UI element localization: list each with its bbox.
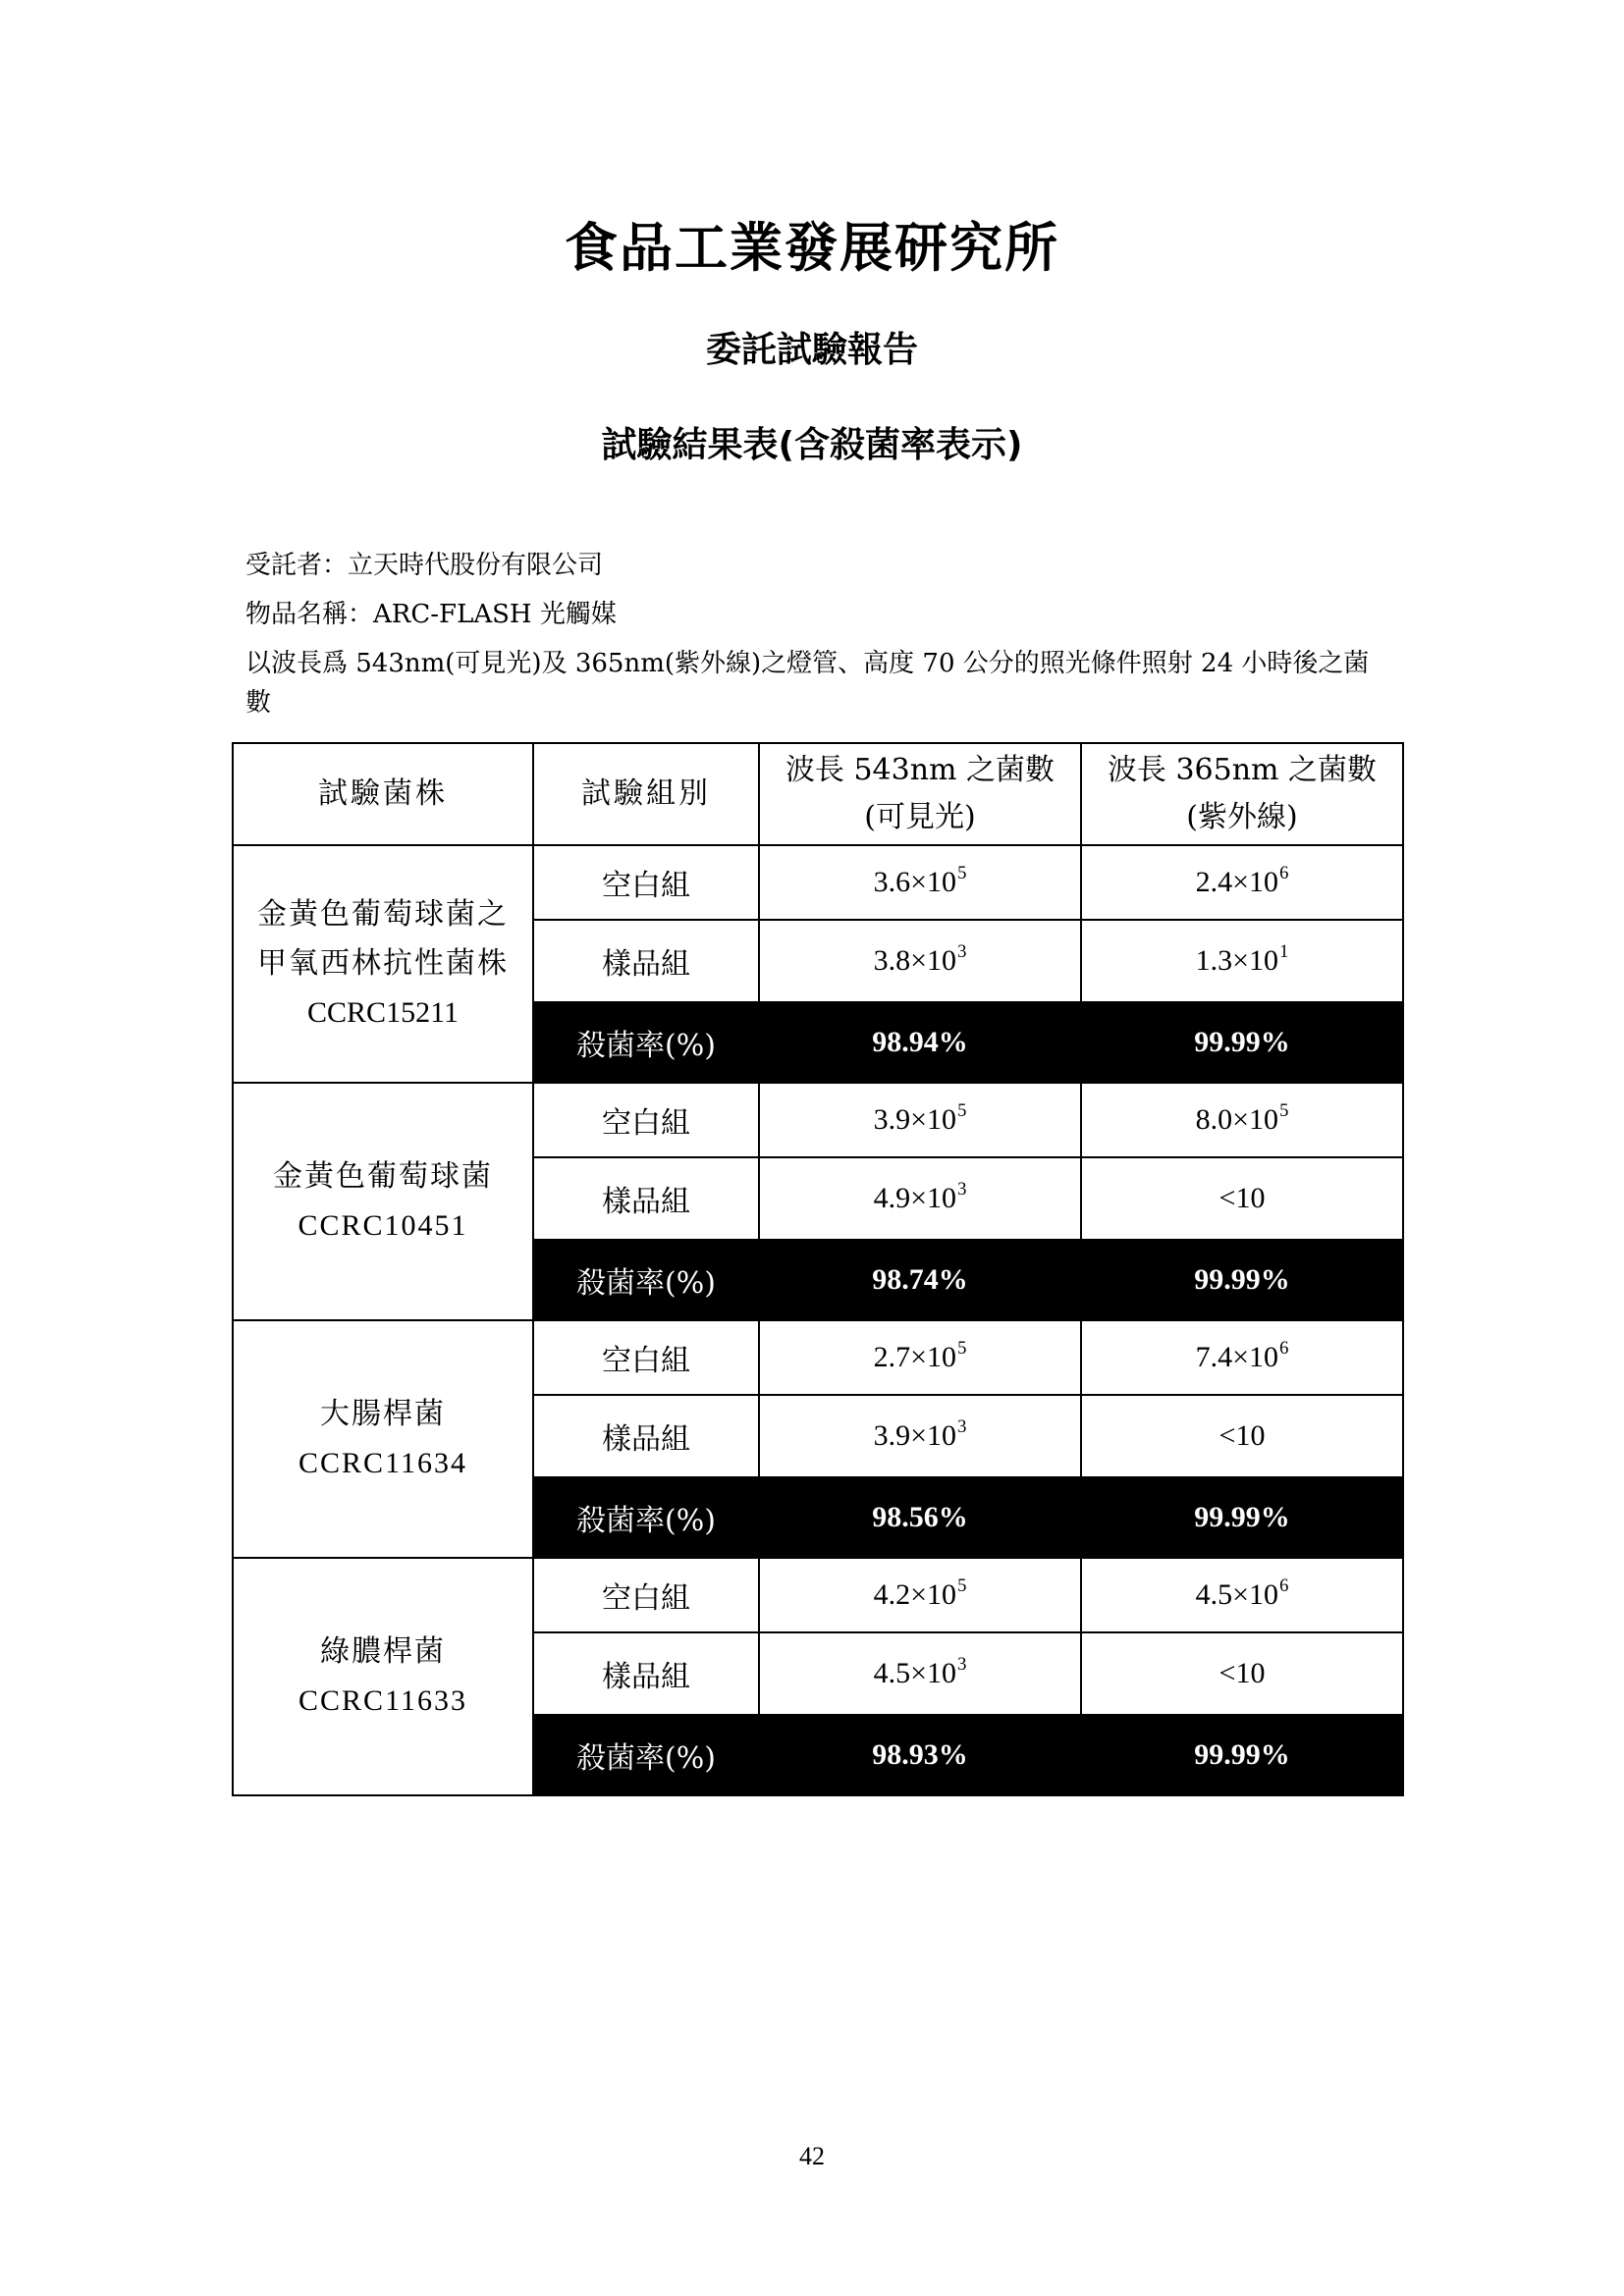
table-row <box>233 1083 1403 1157</box>
kill-rate-uv: 99.99% <box>1081 1002 1403 1083</box>
strain-cell <box>233 1320 533 1558</box>
page-number: 42 <box>799 2142 825 2170</box>
strain-code: CCRC10451 <box>298 1209 468 1242</box>
strain-code: CCRC15211 <box>307 996 459 1029</box>
sample-uv-count: <10 <box>1081 1157 1403 1240</box>
group-sample: 樣品組 <box>533 1157 759 1240</box>
blank-visible-count: $3.9\times 10^5$ <box>759 1083 1081 1157</box>
strain-cell <box>233 845 533 1083</box>
blank-visible-count: $2.7\times 10^5$ <box>759 1320 1081 1395</box>
sample-visible-count: $3.9\times 10^3$ <box>759 1395 1081 1477</box>
table-header-row <box>233 743 1403 845</box>
group-kill-rate: 殺菌率(%) <box>533 1715 759 1795</box>
header-visible-line1: 波長 543nm 之菌數 <box>785 753 1056 787</box>
strain-name-line2: 甲氧西林抗性菌株 <box>257 946 509 981</box>
table-row <box>233 845 1403 920</box>
strain-name-line1: 綠膿桿菌 <box>320 1634 446 1669</box>
strain-cell <box>233 1558 533 1795</box>
blank-uv-count: $2.4\times 10^6$ <box>1081 845 1403 920</box>
results-table <box>232 742 1404 1796</box>
kill-rate-visible: 98.93% <box>759 1715 1081 1795</box>
product-line: 物品名稱：ARC-FLASH 光觸媒 <box>245 600 617 629</box>
strain-name-line1: 大腸桿菌 <box>320 1397 446 1431</box>
group-kill-rate: 殺菌率(%) <box>533 1477 759 1558</box>
group-blank: 空白組 <box>533 1558 759 1632</box>
header-uv-count <box>1081 743 1403 845</box>
sample-uv-count: <10 <box>1081 1632 1403 1715</box>
blank-visible-count: $3.6\times 10^5$ <box>759 845 1081 920</box>
group-kill-rate: 殺菌率(%) <box>533 1002 759 1083</box>
header-visible-count <box>759 743 1081 845</box>
sample-visible-count: $3.8\times 10^3$ <box>759 920 1081 1002</box>
kill-rate-visible: 98.94% <box>759 1002 1081 1083</box>
sample-uv-count: $1.3\times 10^1$ <box>1081 920 1403 1002</box>
kill-rate-visible: 98.74% <box>759 1240 1081 1320</box>
strain-code: CCRC11633 <box>298 1684 467 1717</box>
table-title: 試驗結果表(含殺菌率表示) <box>601 425 1023 465</box>
sample-uv-count: <10 <box>1081 1395 1403 1477</box>
header-strain: 試驗菌株 <box>233 743 533 845</box>
kill-rate-visible: 98.56% <box>759 1477 1081 1558</box>
kill-rate-uv: 99.99% <box>1081 1240 1403 1320</box>
group-sample: 樣品組 <box>533 1395 759 1477</box>
institute-title: 食品工業發展研究所 <box>565 217 1059 279</box>
sample-visible-count: $4.9\times 10^3$ <box>759 1157 1081 1240</box>
kill-rate-uv: 99.99% <box>1081 1715 1403 1795</box>
group-blank: 空白組 <box>533 1320 759 1395</box>
group-sample: 樣品組 <box>533 1632 759 1715</box>
strain-name-line1: 金黃色葡萄球菌 <box>273 1159 493 1194</box>
group-blank: 空白組 <box>533 1083 759 1157</box>
report-type-title: 委託試驗報告 <box>705 330 918 370</box>
sample-visible-count: $4.5\times 10^3$ <box>759 1632 1081 1715</box>
header-group: 試驗組別 <box>533 743 759 845</box>
strain-cell <box>233 1083 533 1320</box>
blank-uv-count: $8.0\times 10^5$ <box>1081 1083 1403 1157</box>
blank-uv-count: $4.5\times 10^6$ <box>1081 1558 1403 1632</box>
header-uv-line1: 波長 365nm 之菌數 <box>1107 753 1378 787</box>
group-sample: 樣品組 <box>533 920 759 1002</box>
strain-code: CCRC11634 <box>298 1447 467 1479</box>
blank-visible-count: $4.2\times 10^5$ <box>759 1558 1081 1632</box>
header-visible-line2: (可見光) <box>864 800 976 834</box>
header-uv-line2: (紫外線) <box>1186 800 1298 834</box>
strain-name-line1: 金黃色葡萄球菌之 <box>257 897 509 932</box>
group-blank: 空白組 <box>533 845 759 920</box>
table-row <box>233 1320 1403 1395</box>
condition-line: 以波長爲 543nm(可見光)及 365nm(紫外線)之燈管、高度 70 公分的照光條件照射 24 小時後之菌數 <box>245 649 1370 718</box>
table-row <box>233 1558 1403 1632</box>
blank-uv-count: $7.4\times 10^6$ <box>1081 1320 1403 1395</box>
client-line: 受託者：立天時代股份有限公司 <box>245 551 604 580</box>
kill-rate-uv: 99.99% <box>1081 1477 1403 1558</box>
group-kill-rate: 殺菌率(%) <box>533 1240 759 1320</box>
